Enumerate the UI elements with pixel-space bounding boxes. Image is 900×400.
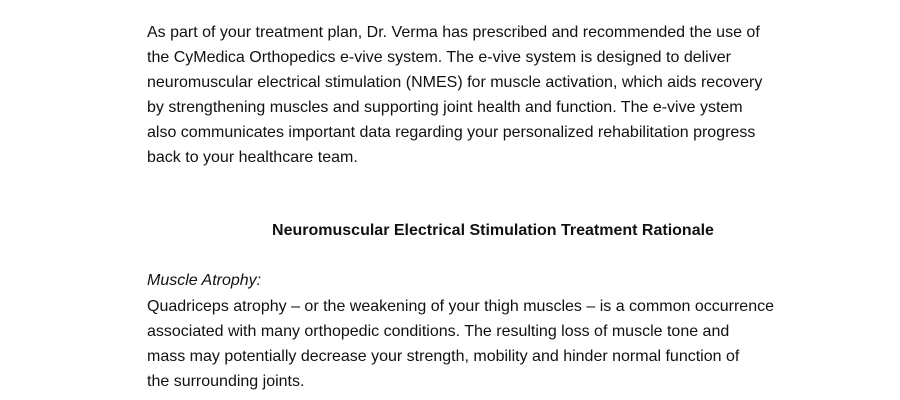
intro-paragraph: As part of your treatment plan, Dr. Verma has prescribed and recommended the use of the CyMedica Orthopedics e-vive system. The e-vive system is designed to deliver neuromuscular electrical stimulation (NMES) for muscle activation, which aids recovery by strengthening muscles and supporting joint health and function. The e-vive ystem also communicates important data regarding your personalized rehabilitation progress back to your healthcare team. <box>147 24 763 166</box>
section-heading: Neuromuscular Electrical Stimulation Treatment Rationale <box>272 222 714 239</box>
muscle-atrophy-paragraph: Quadriceps atrophy – or the weakening of your thigh muscles – is a common occurrence associated with many orthopedic conditions. The resulting loss of muscle tone and mass may potentially decrease your strength, mobility and hinder normal function of the surrounding joints. <box>147 298 774 390</box>
muscle-atrophy-subheading: Muscle Atrophy: <box>147 272 262 289</box>
